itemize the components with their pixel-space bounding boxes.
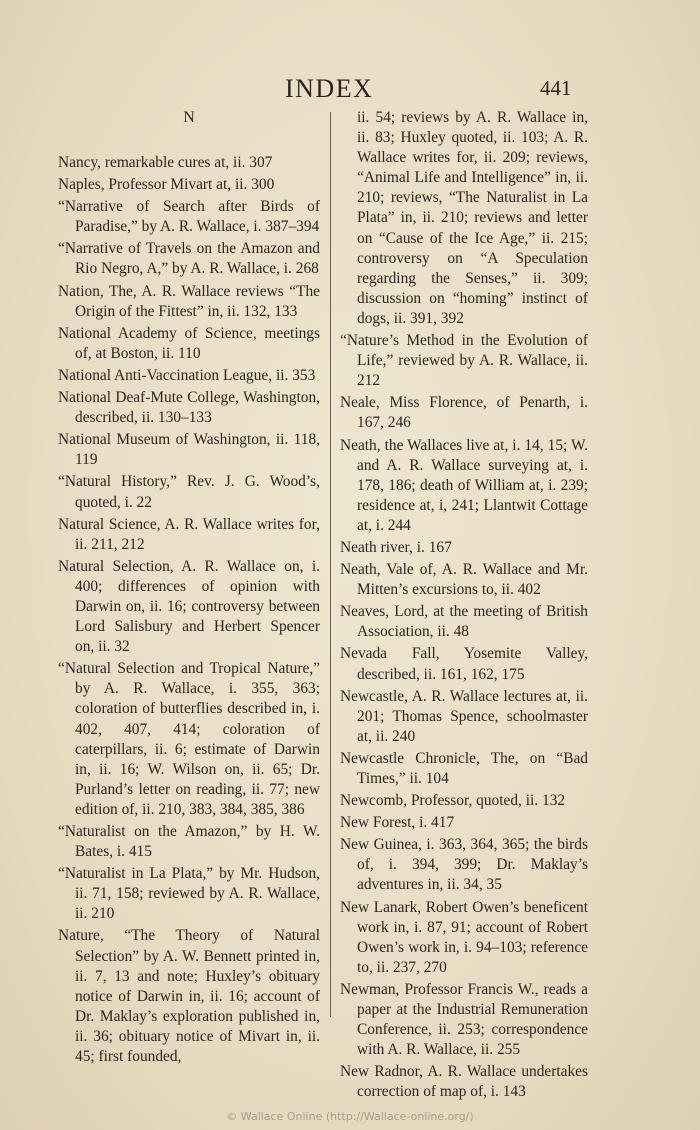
index-entry: “Narrative of Travels on the Amazon and Rio Negro, A,” by A. R. Wallace, i. 268	[58, 240, 320, 278]
page-number: 441	[540, 76, 572, 100]
index-entry: National Deaf-Mute College, Washington, described, ii. 130–133	[58, 389, 320, 427]
index-entry: Neath river, i. 167	[340, 538, 452, 556]
index-entry: “Naturalist in La Plata,” by Mr. Hudson, ii. 71, 158; reviewed by A. R. Wallace, ii. 210	[58, 865, 320, 923]
index-entry: Natural Selection, A. R. Wallace on, i. 400; differences of opinion with Darwin on, ii. 16; controversy between Lord Salisbury and Herbert Spencer on, ii. 32	[58, 557, 320, 656]
index-entry-continued: ii. 54; reviews by A. R. Wallace in, ii. 83; Huxley quoted, ii. 103; A. R. Wallace writes for, ii. 209; reviews, “Animal Life and Intelligence” in, ii. 210; reviews, “The Naturalist in La Plata” in, ii. 210; reviews and letter on “Cause of the Ice Age,” ii. 215; controversy on “A Speculation regarding the Senses,” ii. 309; discussion on “homing” instinct of dogs, ii. 391, 392	[357, 109, 588, 327]
index-entry: Nature, “The Theory of Natural Selection” by A. W. Bennett printed in, ii. 7, 13 and note; Huxley’s obituary notice of Darwin in, ii. 16; account of Dr. Maklay’s exploration published in, ii. 36; obituary notice of Mivart in, ii. 45; first founded,	[58, 927, 320, 1066]
index-entry: Neale, Miss Florence, of Penarth, i. 167, 246	[340, 394, 588, 432]
index-entry: “Natural History,” Rev. J. G. Wood’s, quoted, i. 22	[58, 473, 320, 511]
index-entry: Nevada Fall, Yosemite Valley, described, ii. 161, 162, 175	[340, 645, 588, 683]
copyright-footer: © Wallace Online (http://Wallace-online.org/)	[226, 1110, 474, 1123]
index-entry: Neath, Vale of, A. R. Wallace and Mr. Mitten’s excursions to, ii. 402	[340, 561, 588, 599]
index-entry: Nation, The, A. R. Wallace reviews “The Origin of the Fittest” in, ii. 132, 133	[58, 282, 320, 320]
column-divider	[330, 112, 331, 1017]
running-head	[0, 68, 700, 108]
index-entry: Neaves, Lord, at the meeting of British Association, ii. 48	[340, 603, 588, 641]
index-column-right	[340, 108, 588, 1105]
index-entry: Newcomb, Professor, quoted, ii. 132	[340, 792, 566, 810]
index-entry: Neath, the Wallaces live at, i. 14, 15; W. and A. R. Wallace surveying at, i. 178, 186; death of William at, i. 239; residence at, i, 241; Llantwit Cottage at, i. 244	[340, 436, 588, 534]
index-entry: National Academy of Science, meetings of, at Boston, ii. 110	[58, 324, 320, 362]
index-entry: New Lanark, Robert Owen’s beneficent work in, i. 87, 91; account of Robert Owen’s work in, i. 94–103; reference to, ii. 237, 270	[340, 898, 588, 976]
index-entry: National Anti-Vaccination League, ii. 353	[58, 366, 316, 384]
index-entry: New Guinea, i. 363, 364, 365; the birds of, i. 394, 399; Dr. Maklay’s adventures in, ii. 34, 35	[340, 836, 588, 894]
section-letter: N	[183, 109, 195, 126]
index-entry: “Narrative of Search after Birds of Paradise,” by A. R. Wallace, i. 387–394	[58, 198, 320, 236]
index-entry: “Nature’s Method in the Evolution of Life,” reviewed by A. R. Wallace, ii. 212	[340, 332, 588, 390]
index-entry: Newcastle Chronicle, The, on “Bad Times,” ii. 104	[340, 749, 588, 787]
index-entry: Newman, Professor Francis W., reads a paper at the Industrial Remuneration Conference, ii. 253; correspondence with A. R. Wallace, ii. 255	[340, 980, 588, 1059]
index-entry: “Natural Selection and Tropical Nature,” by A. R. Wallace, i. 355, 363; coloration of butterflies described in, i. 402, 407, 414; coloration of caterpillars, ii. 6; estimate of Darwin in, ii. 16; W. Wilson on, ii. 65; Dr. Purland’s letter on reading, ii. 77; new edition of, ii. 210, 383, 384, 385, 386	[58, 660, 320, 818]
index-entry: Newcastle, A. R. Wallace lectures at, ii. 201; Thomas Spence, schoolmaster at, ii. 240	[340, 687, 588, 745]
index-entry: New Forest, i. 417	[340, 814, 455, 832]
index-entry: “Naturalist on the Amazon,” by H. W. Bates, i. 415	[58, 823, 320, 861]
index-entry: National Museum of Washington, ii. 118, 119	[58, 431, 320, 469]
page-title: INDEX	[285, 74, 374, 103]
index-entry: Naples, Professor Mivart at, ii. 300	[58, 176, 275, 194]
index-column-left	[58, 108, 320, 1069]
index-entry: Natural Science, A. R. Wallace writes for, ii. 211, 212	[58, 515, 320, 553]
index-entry: Nancy, remarkable cures at, ii. 307	[58, 154, 273, 171]
index-entry: New Radnor, A. R. Wallace undertakes correction of map of, i. 143	[340, 1063, 588, 1101]
